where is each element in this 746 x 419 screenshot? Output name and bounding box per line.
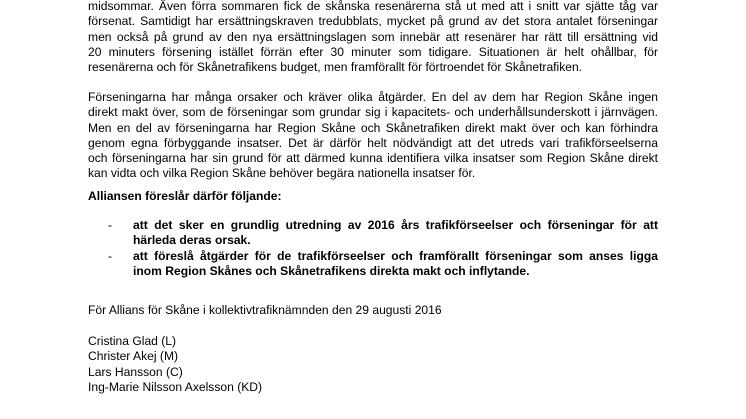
paragraph-line: och förseningarna har sin grund för att därmed kunna identifiera vilka insatser som Region Skåne direkt xyxy=(88,151,658,166)
signatory: Cristina Glad (L) xyxy=(88,334,177,348)
proposal-item xyxy=(88,218,658,249)
paragraph-line: resenärerna och för Skånetrafikens budget, men framförallt för förtroendet för Skånetrafiken. xyxy=(88,60,583,75)
proposal-line: härleda deras orsak. xyxy=(133,233,251,248)
proposal-heading: Alliansen föreslår därför följande: xyxy=(88,189,282,203)
proposal-line: att det sker en grundlig utredning av 2016 års trafikförseelser och förseningar för att xyxy=(133,218,658,232)
paragraph-line: 20 minuters försening istället förrän efter 30 minuter som tidigare. Situationen är helt ohållbar, för xyxy=(88,44,658,59)
paragraph-line: direkt makt över, som de förseningar som grundar sig i kapacitets- och underhållsunderskott i järnvägen. xyxy=(88,105,658,120)
signatory: Lars Hansson (C) xyxy=(88,364,183,379)
paragraph-causes xyxy=(88,90,658,182)
proposal-item xyxy=(88,249,658,280)
paragraph-delays xyxy=(88,0,658,75)
paragraph-line: kan vidta och vilka Region Skåne behöver begära nationella insatser för. xyxy=(88,166,476,181)
paragraph-line: men också på grund av den nya ersättningslagen som innebär att resenärer har rätt till ersättning vid xyxy=(88,29,658,44)
bullet-dash: - xyxy=(108,218,113,232)
signatory: Ing-Marie Nilsson Axelsson (KD) xyxy=(88,379,263,394)
paragraph-line: Men en del av förseningarna har Region Skåne och Skånetrafiken direkt makt över och kan förhindra xyxy=(88,120,658,135)
paragraph-line: genom egna förbyggande insatser. Det är därför helt nödvändigt att det utreds vari trafikförseelserna xyxy=(88,135,658,150)
signatory-list xyxy=(88,334,262,395)
proposal-line: att föreslå åtgärder för de trafikförseelser och framförallt förseningar som anses ligga xyxy=(133,248,658,263)
proposal-line: inom Region Skånes och Skånetrafikens direkta makt och inflytande. xyxy=(133,263,530,278)
signoff-line: För Allians för Skåne i kollektivtrafiknämnden den 29 augusti 2016 xyxy=(88,303,442,317)
signatory: Christer Akej (M) xyxy=(88,349,179,364)
paragraph-line: Förseningarna har många orsaker och kräver olika åtgärder. En del av dem har Region Skåne ingen xyxy=(88,90,658,104)
paragraph-line: midsommar. Även förra sommaren fick de skånska resenärerna stå ut med att i snitt var sjätte tåg var xyxy=(88,0,658,13)
bullet-dash: - xyxy=(108,248,113,263)
proposal-list xyxy=(88,218,658,279)
paragraph-line: försenat. Samtidigt har ersättningskraven tredubblats, mycket på grund av det stora antalet förseningar xyxy=(88,14,658,29)
